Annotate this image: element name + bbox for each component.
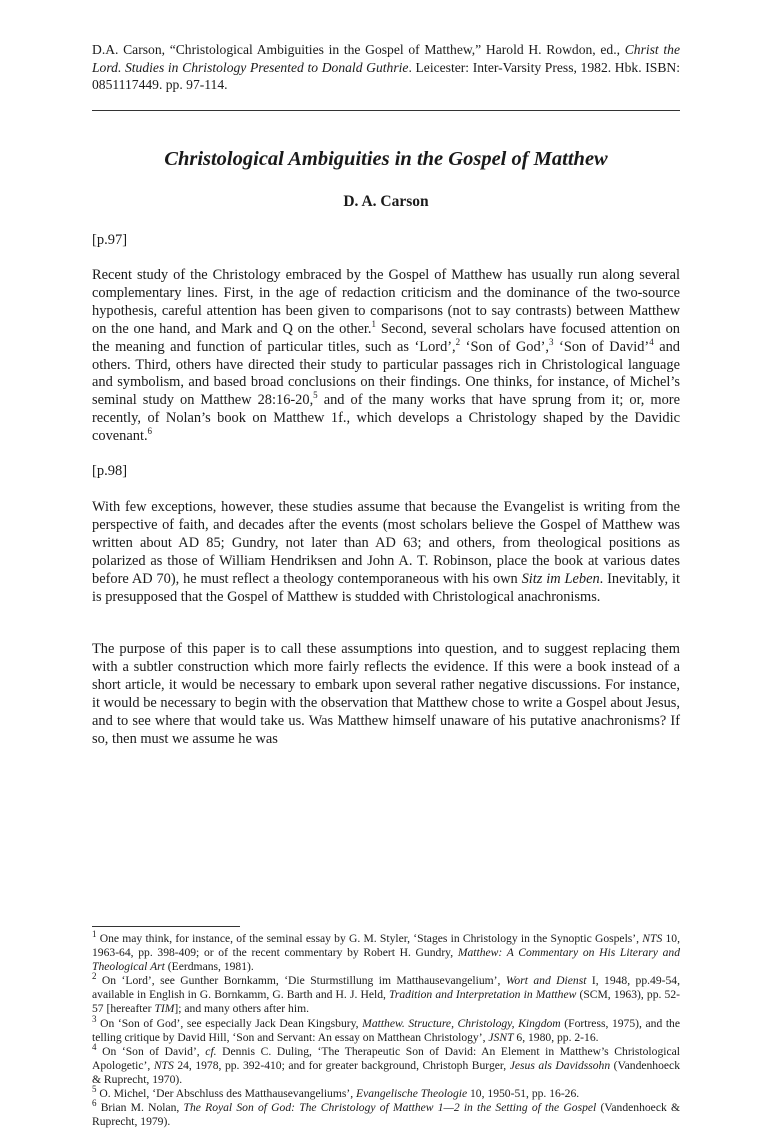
text-run: ‘Son of David’	[553, 338, 650, 355]
footnote-italic: Jesus als Davidssohn	[509, 1058, 611, 1072]
footnote-text: (Vandenhoeck & Ruprecht, 1970).	[92, 1058, 680, 1086]
footnote-ref-1[interactable]: 1	[371, 318, 377, 329]
footnote-divider	[92, 926, 240, 927]
italic-term: Sitz im Leben	[521, 570, 600, 587]
footnote-ref-2[interactable]: 2	[455, 336, 461, 347]
footnote-italic: NTS	[153, 1058, 174, 1072]
citation-book-title: Christ the Lord. Studies in Christology Presented to Donald Guthrie	[92, 42, 680, 75]
page-marker-98: [p.98]	[92, 463, 128, 479]
footnote-ref-6[interactable]: 6	[147, 426, 153, 437]
footnote-2	[92, 971, 680, 1016]
footnote-italic: Wort and Dienst	[505, 974, 587, 988]
footnote-italic: Tradition and Interpretation in Matthew	[389, 988, 577, 1002]
footnote-3	[92, 1013, 680, 1045]
footnote-italic: The Royal Son of God: The Christology of Matthew 1—2 in the Setting of the Gospel	[183, 1101, 597, 1115]
article-author: D. A. Carson	[343, 193, 429, 210]
text-run: Recent study of the Christology embraced by the Gospel of Matthew has usually run along several complementary lines. First, in the age of redaction criticism and the dominance of the two-source hypothesis, careful attention has been given to comparisons (not to say contrasts) between Matthew on the one hand, and Mark and Q on the other.	[92, 267, 680, 337]
footnote-text: Dennis C. Duling, ‘The Therapeutic Son of David: An Element in Matthew’s Christological Apologetic’,	[92, 1044, 680, 1072]
text-run: Second, several scholars have focused attention on the meaning and function of particular titles, such as ‘Lord’,	[92, 320, 680, 355]
footnote-text: ]; and many others after him.	[174, 1002, 309, 1016]
footnote-text: (Fortress, 1975), and the telling critique by David Hill, ‘Son and Servant: An essay on Matthean Christology’,	[92, 1016, 680, 1044]
footnote-text: 10, 1963-64, pp. 398-409; or of the recent commentary by Robert H. Gundry,	[92, 932, 680, 960]
footnote-text: O. Michel, ‘Der Abschluss des Matthausevangeliums’,	[96, 1087, 357, 1101]
footnote-text: (Vandenhoeck & Ruprecht, 1979).	[92, 1101, 680, 1129]
footnote-text: One may think, for instance, of the seminal essay by G. M. Styler, ‘Stages in Christology in the Synoptic Gospels’,	[96, 932, 643, 945]
footnote-italic: JSNT	[488, 1030, 514, 1044]
footnote-1	[92, 929, 680, 974]
footnote-number: 2	[92, 971, 97, 982]
footnote-5	[92, 1084, 680, 1101]
text-run: and others. Third, others have directed their study to particular passages rich in Christological language and symbolism, and based broad conclusions on their findings. One thinks, for instance, of Michel’s seminal study on Matthew 28:16-20,	[92, 338, 680, 409]
footnote-text: On ‘Lord’, see Gunther Bornkamm, ‘Die Sturmstillung im Matthausevangelium’,	[96, 974, 506, 988]
footnote-italic: cf.	[205, 1044, 217, 1058]
footnote-4	[92, 1041, 680, 1087]
text-run: and of the many works that have sprung from it; or, more recently, of Nolan’s book on Matthew 1f., which develops a Christology shaped by the Davidic covenant.	[92, 392, 680, 445]
footnote-ref-3[interactable]: 3	[549, 336, 554, 347]
footnote-italic: Matthew: A Commentary on His Literary and Theological Art	[92, 946, 680, 974]
text-run: ‘Son of God’,	[460, 338, 550, 355]
footnote-number: 6	[92, 1098, 97, 1109]
footnote-ref-4[interactable]: 4	[649, 336, 654, 347]
paragraph-2	[92, 499, 680, 606]
footnote-number: 5	[92, 1084, 97, 1095]
footnote-number: 3	[92, 1013, 97, 1024]
paragraph-3: The purpose of this paper is to call these assumptions into question, and to suggest replacing them with a subtler construction which more fairly reflects the evidence. If this were a book instead of a short article, it would be necessary to embark upon several rather negative discussions. For instance, it would be necessary to begin with the observation that Matthew chose to write a Gospel about Jesus, and to see where that would take us. Was Matthew himself unaware of his putative anachronisms? If so, then must we assume he was	[92, 641, 680, 747]
citation-publisher: . Leicester: Inter-Varsity Press, 1982. Hbk. ISBN: 0851117449. pp. 97-114.	[92, 59, 680, 92]
footnote-6	[92, 1098, 680, 1129]
text-run: . Inevitably, it is presupposed that the Gospel of Matthew is studded with Christological anachronisms.	[92, 570, 680, 605]
page-marker-97: [p.97]	[92, 232, 128, 248]
footnote-italic: Matthew. Structure, Christology, Kingdom	[362, 1016, 561, 1030]
citation-text: D.A. Carson, “Christological Ambiguities in the Gospel of Matthew,” Harold H. Rowdon, ed.,	[92, 42, 625, 57]
footnote-text: 24, 1978, pp. 392-410; and for greater background, Christoph Burger,	[173, 1058, 510, 1072]
footnote-ref-5[interactable]: 5	[313, 390, 318, 401]
footnote-text: On ‘Son of David’,	[96, 1044, 206, 1058]
footnotes	[92, 929, 680, 1129]
article-title: Christological Ambiguities in the Gospel of Matthew	[164, 148, 608, 170]
footnote-italic: TIM	[154, 1002, 175, 1016]
footnote-italic: NTS	[642, 932, 663, 945]
citation-header	[92, 41, 680, 94]
footnote-number: 4	[92, 1041, 97, 1052]
header-divider	[92, 110, 680, 111]
footnote-text: 10, 1950-51, pp. 16-26.	[467, 1087, 580, 1101]
paragraph-1	[92, 267, 680, 446]
text-run: With few exceptions, however, these studies assume that because the Evangelist is writing from the perspective of faith, and decades after the events (most scholars believe the Gospel of Matthew was written about AD 85; Gundry, not later than AD 63; and others, from theological positions as polarized as those of William Hendriksen and John A. T. Robinson, place the book at various dates before AD 70), he must reflect a theology contemporaneous with his own	[92, 499, 680, 587]
footnote-text: 6, 1980, pp. 2-16.	[513, 1030, 599, 1044]
footnote-text: Brian M. Nolan,	[96, 1101, 184, 1115]
footnote-text: I, 1948, pp.49-54, available in English in G. Bornkamm, G. Barth and H. J. Held,	[92, 974, 680, 1002]
footnote-text: (SCM, 1963), pp. 52-57 [hereafter	[92, 988, 680, 1016]
footnote-italic: Evangelische Theologie	[356, 1087, 468, 1101]
footnote-text: (Eerdmans, 1981).	[164, 960, 254, 974]
footnote-number: 1	[92, 929, 97, 940]
footnote-text: On ‘Son of God’, see especially Jack Dean Kingsbury,	[96, 1016, 363, 1030]
